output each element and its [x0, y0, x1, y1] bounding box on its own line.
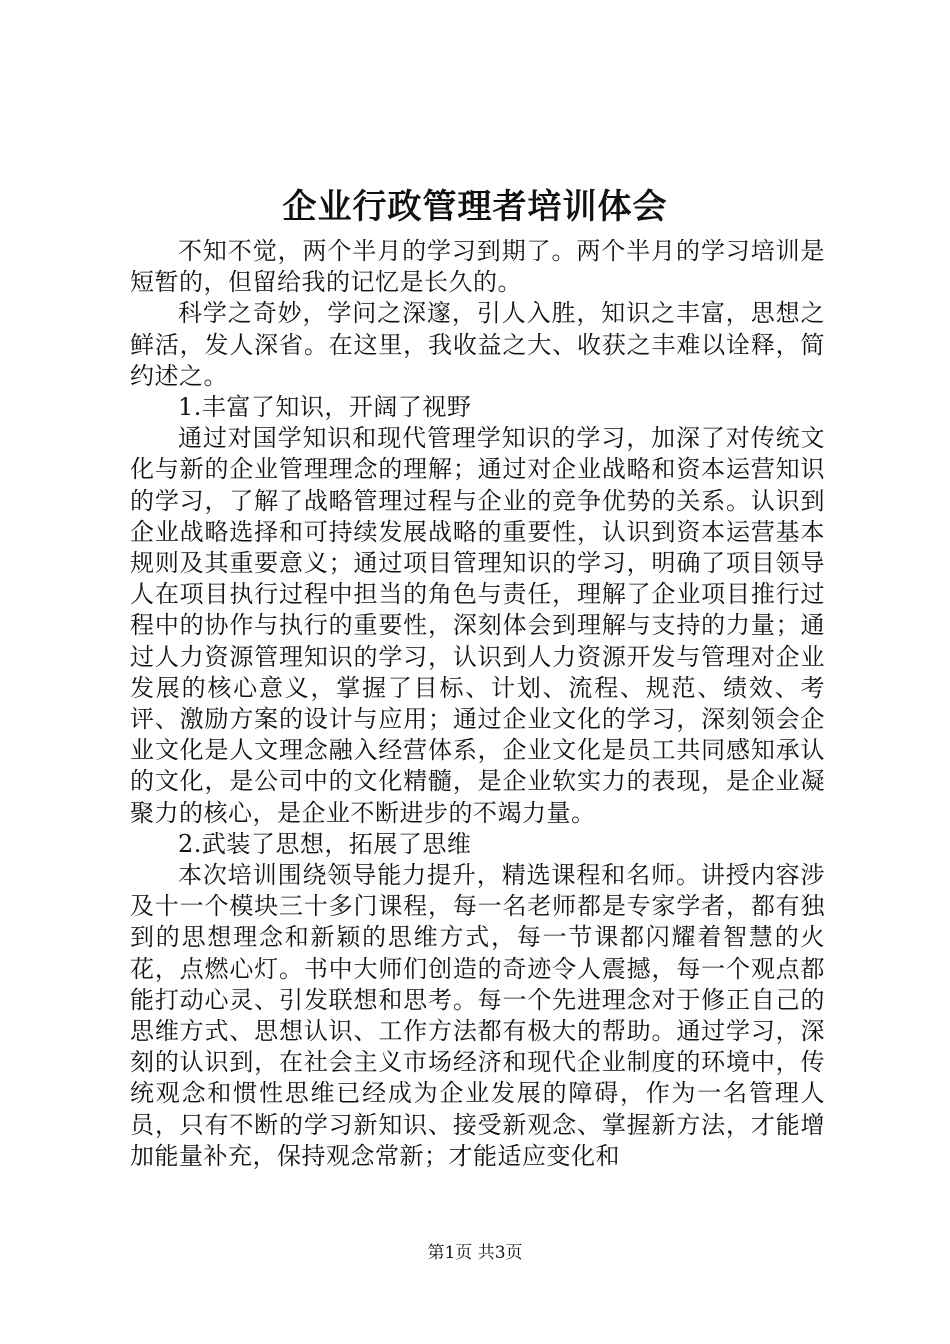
document-body — [130, 236, 825, 1172]
section-heading-2: 2.武装了思想，拓展了思维 — [178, 829, 472, 858]
paragraph-section-1: 通过对国学知识和现代管理学知识的学习，加深了对传统文化与新的企业管理理念的理解；通过对企业战略和资本运营知识的学习，了解了战略管理过程与企业的竞争优势的关系。认识到企业战略选择和可持续发展战略的重要性，认识到资本运营基本规则及其重要意义；通过项目管理知识的学习，明确了项目领导人在项目执行过程中担当的角色与责任，理解了企业项目推行过程中的协作与执行的重要性，深刻体会到理解与支持的力量；通过人力资源管理知识的学习，认识到人力资源开发与管理对企业发展的核心意义，掌握了目标、计划、流程、规范、绩效、考评、激励方案的设计与应用；通过企业文化的学习，深刻领会企业文化是人文理念融入经营体系，企业文化是员工共同感知承认的文化，是公司中的文化精髓，是企业软实力的表现，是企业凝聚力的核心，是企业不断进步的不竭力量。 — [130, 424, 825, 827]
section-heading-1: 1.丰富了知识，开阔了视野 — [178, 393, 472, 422]
page-footer: 第1页 共3页 — [427, 1243, 523, 1263]
paragraph-summary: 科学之奇妙，学问之深邃，引人入胜，知识之丰富，思想之鲜活，发人深省。在这里，我收益之大、收获之丰难以诠释，简约述之。 — [130, 299, 825, 390]
document-title: 企业行政管理者培训体会 — [282, 187, 668, 227]
paragraph-section-2: 本次培训围绕领导能力提升，精选课程和名师。讲授内容涉及十一个模块三十多门课程，每一名老师都是专家学者，都有独到的思想理念和新颖的思维方式，每一节课都闪耀着智慧的火花，点燃心灯。书中大师们创造的奇迹令人震撼，每一个观点都能打动心灵、引发联想和思考。每一个先进理念对于修正自己的思维方式、思想认识、工作方法都有极大的帮助。通过学习，深刻的认识到，在社会主义市场经济和现代企业制度的环境中，传统观念和惯性思维已经成为企业发展的障碍，作为一名管理人员，只有不断的学习新知识、接受新观念、掌握新方法，才能增加能量补充，保持观念常新；才能适应变化和 — [130, 861, 825, 1170]
paragraph-intro: 不知不觉，两个半月的学习到期了。两个半月的学习培训是短暂的，但留给我的记忆是长久的。 — [130, 237, 825, 297]
